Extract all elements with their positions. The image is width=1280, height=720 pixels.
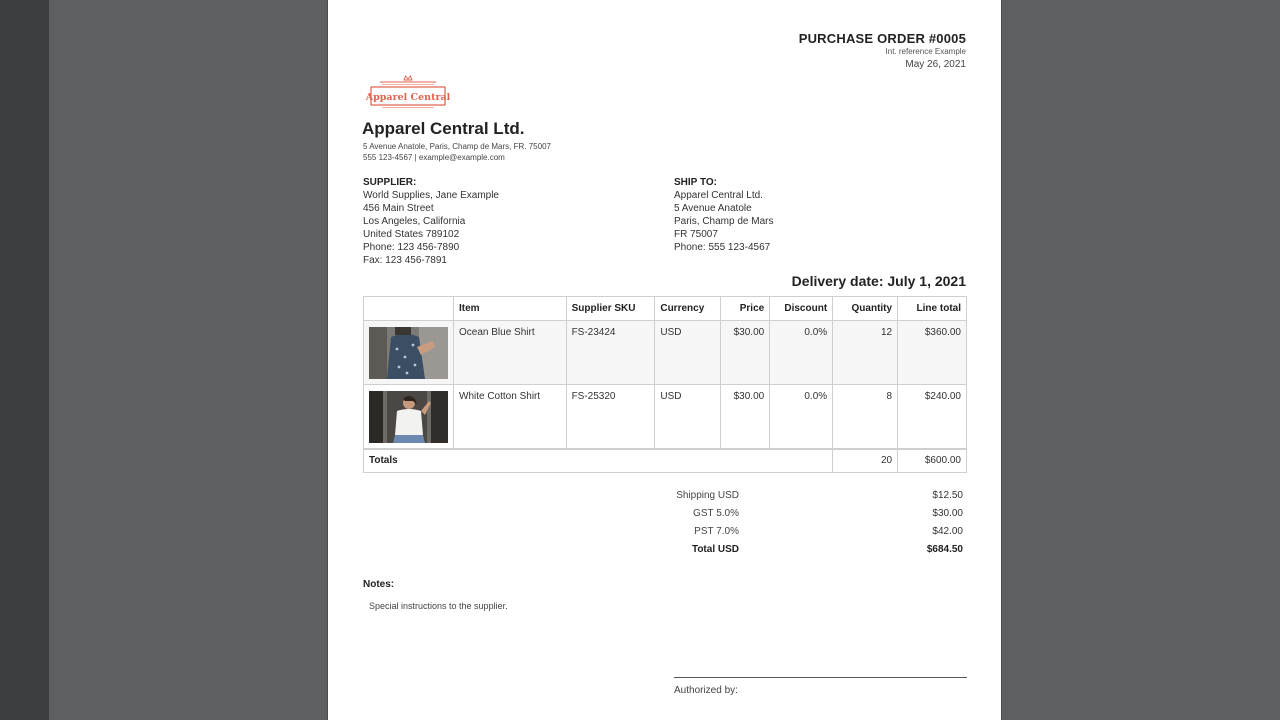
- totals-row: [364, 449, 967, 473]
- column-header: Currency: [655, 297, 721, 321]
- ship-to-line: FR 75007: [674, 229, 718, 240]
- shipping-value: $12.50: [932, 490, 963, 501]
- company-name: Apparel Central Ltd.: [362, 119, 525, 138]
- column-header: Line total: [898, 297, 967, 321]
- ship-to-line: 5 Avenue Anatole: [674, 203, 752, 214]
- company-address-line: 5 Avenue Anatole, Paris, Champ de Mars, FR. 75007: [363, 142, 551, 151]
- ship-to-line: Paris, Champ de Mars: [674, 216, 774, 227]
- po-reference: Int. reference Example: [885, 47, 966, 56]
- gst-label: GST 5.0%: [693, 508, 739, 519]
- item-price: $30.00: [721, 321, 770, 385]
- pst-value: $42.00: [932, 526, 963, 537]
- pst-label: PST 7.0%: [694, 526, 739, 537]
- gst-value: $30.00: [932, 508, 963, 519]
- item-line-total: $240.00: [898, 385, 967, 449]
- table-header-row: [364, 297, 967, 321]
- right-margin: [1002, 0, 1280, 720]
- supplier-line: Los Angeles, California: [363, 216, 466, 227]
- supplier-line: 456 Main Street: [363, 203, 434, 214]
- column-header: Price: [721, 297, 770, 321]
- item-line-total: $360.00: [898, 321, 967, 385]
- po-title: PURCHASE ORDER #0005: [798, 31, 966, 46]
- left-sidebar: [0, 0, 49, 720]
- item-name: Ocean Blue Shirt: [454, 321, 567, 385]
- column-header: Supplier SKU: [566, 297, 655, 321]
- table-row: [364, 321, 967, 385]
- totals-label: Totals: [364, 449, 833, 473]
- ship-to-heading: SHIP TO:: [674, 177, 717, 188]
- item-price: $30.00: [721, 385, 770, 449]
- item-sku: FS-23424: [566, 321, 655, 385]
- item-quantity: 8: [833, 385, 898, 449]
- items-table: [363, 296, 967, 473]
- item-currency: USD: [655, 385, 721, 449]
- notes-heading: Notes:: [363, 579, 395, 590]
- item-discount: 0.0%: [770, 385, 833, 449]
- white-shirt-photo: [369, 391, 448, 443]
- product-image-cell: [364, 321, 454, 385]
- totals-amount: $600.00: [898, 449, 967, 473]
- notes-text: Special instructions to the supplier.: [369, 601, 508, 611]
- item-currency: USD: [655, 321, 721, 385]
- supplier-line: United States 789102: [363, 229, 460, 240]
- supplier-line: Phone: 123 456-7890: [363, 242, 460, 253]
- supplier-heading: SUPPLIER:: [363, 177, 417, 188]
- company-address: [363, 141, 551, 163]
- table-row: [364, 385, 967, 449]
- item-discount: 0.0%: [770, 321, 833, 385]
- blue-shirt-photo: [369, 327, 448, 379]
- column-header: Item: [454, 297, 567, 321]
- item-quantity: 12: [833, 321, 898, 385]
- supplier-line: World Supplies, Jane Example: [363, 190, 499, 201]
- signature-line: [674, 677, 967, 678]
- ship-to-block: [674, 176, 773, 254]
- item-sku: FS-25320: [566, 385, 655, 449]
- totals-quantity: 20: [833, 449, 898, 473]
- document-page: [327, 0, 1002, 720]
- supplier-line: Fax: 123 456-7891: [363, 255, 447, 266]
- ship-to-line: Phone: 555 123-4567: [674, 242, 771, 253]
- column-header: Discount: [770, 297, 833, 321]
- column-header: [364, 297, 454, 321]
- company-contact-line: 555 123-4567 | example@example.com: [363, 153, 505, 162]
- item-name: White Cotton Shirt: [454, 385, 567, 449]
- ship-to-line: Apparel Central Ltd.: [674, 190, 763, 201]
- company-logo: [365, 74, 451, 110]
- delivery-date: Delivery date: July 1, 2021: [791, 273, 966, 289]
- total-value: $684.50: [926, 544, 963, 555]
- shipping-label: Shipping USD: [676, 490, 739, 501]
- product-image-cell: [364, 385, 454, 449]
- authorized-by-label: Authorized by:: [674, 685, 738, 696]
- supplier-block: [363, 176, 499, 267]
- total-label: Total USD: [691, 544, 739, 555]
- po-date: May 26, 2021: [905, 59, 966, 70]
- column-header: Quantity: [833, 297, 898, 321]
- logo-text: Apparel Central: [365, 92, 451, 103]
